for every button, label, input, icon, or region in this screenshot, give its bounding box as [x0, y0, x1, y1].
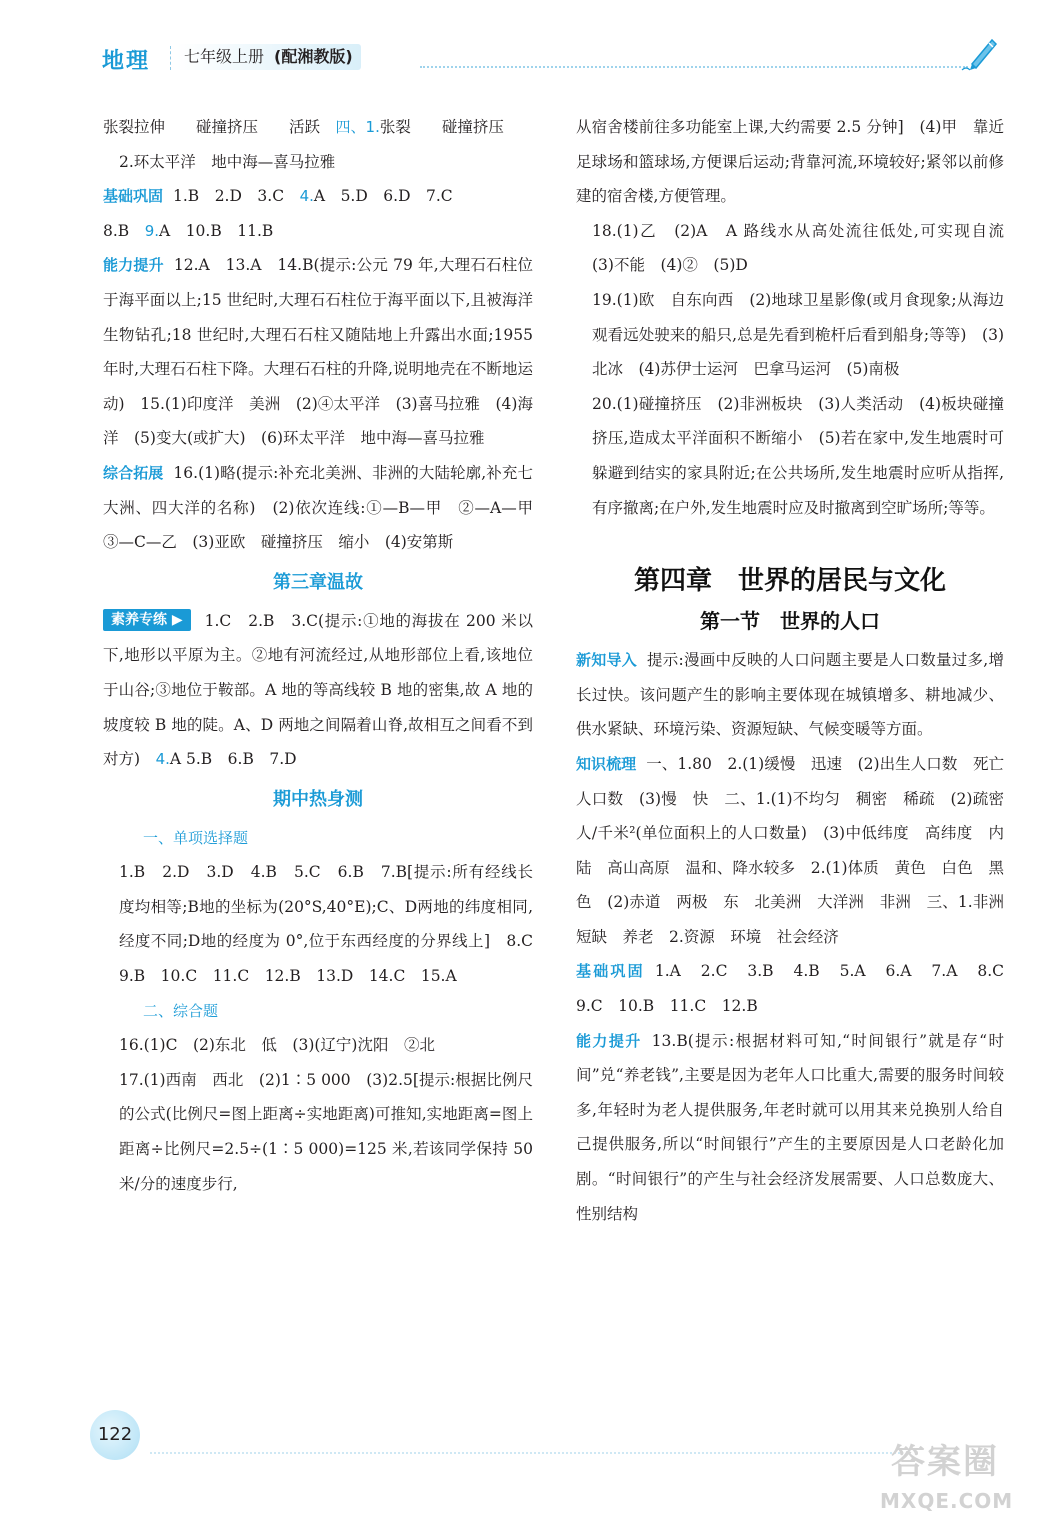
left-column [103, 110, 549, 1201]
watermark-url: MXQE.COM [880, 1489, 1014, 1513]
nengli-label: 能力提升 [576, 1031, 642, 1050]
section-number: 四、1. [335, 118, 380, 136]
grade-label: 七年级上册 [184, 47, 265, 66]
watermark-text: 答案圈 [891, 1442, 999, 1482]
answer-text: A 5.B 6.B 7.D [169, 750, 297, 769]
question-20: 20.(1)碰撞挤压 (2)非洲板块 (3)人类活动 (4)板块碰撞挤压,造成太平洋面积不断缩小 (5)若在家中,发生地震时可躲避到结实的家具附近;在公共场所,发生地震时应听从指挥,有序撤离;在户外,发生地震时应及时撤离到空旷场所;等等。 [592, 394, 1004, 517]
question-17: 17.(1)西南 西北 (2)1∶5 000 (3)2.5[提示:根据比例尺的公式(比例尺=图上距离÷实地距离)可推知,实地距离=图上距离÷比例尺=2.5÷(1∶5 000)=125 米,若该同学保持 50 米/分的速度步行, [119, 1070, 533, 1193]
answer-text: A 10.B 11.B [159, 221, 274, 240]
zonghe-block [103, 456, 549, 560]
subject-title: 地理 [102, 49, 151, 74]
suyang-block [103, 604, 533, 777]
page-number: 122 [90, 1410, 140, 1460]
footer-dotted-line [150, 1452, 900, 1454]
answer-text: A 5.D 6.D 7.C [313, 187, 453, 206]
answer-text: 12.A 13.A 14.B(提示:公元 79 年,大理石石柱位于海平面以上;15 世纪时,大理石石柱位于海平面以下,且被海洋生物钻孔;18 世纪时,大理石石柱又随陆地上升露出水面;1955 年时,大理石石柱下降。大理石石柱的升降,说明地壳在不断地运动) 15.(1)印度洋 美洲 (2)④太平洋 (3)喜马拉雅 (4)海洋 (5)变大(或扩大) (6)环太平洋 地中海—喜马拉雅 [103, 256, 533, 448]
nengli-block [576, 1024, 1004, 1232]
grade-box [176, 44, 361, 70]
midterm-title: 期中热身测 [273, 788, 363, 810]
suyang-badge: 素养专练 ▶ [103, 609, 191, 631]
question-16: 16.(1)C (2)东北 低 (3)(辽宁)沈阳 ②北 [119, 1036, 435, 1055]
nengli-block [103, 248, 533, 456]
chapter3-review-title: 第三章温故 [273, 571, 363, 593]
zhishi-block [576, 747, 1020, 955]
right-column [576, 110, 1020, 1231]
answer-text: 13.B(提示:根据材料可知,“时间银行”就是存“时间”兑“养老钱”,主要是因为老年人口比重大,需要的服务时间较多,年轻时为老人提供服务,年老时就可以用其来兑换别人给自己提供服务,所以“时间银行”产生的主要原因是人口老龄化加剧。“时间银行”的产生与社会经济发展需要、人口总数庞大、性别结构 [576, 1031, 1004, 1223]
answer-number: 4. [299, 187, 314, 206]
answer-number: 9. [144, 221, 159, 240]
watermark-logo [880, 1438, 1014, 1528]
zonghe-label: 综合拓展 [103, 463, 164, 482]
comprehensive-heading: 二、综合题 [143, 1001, 219, 1020]
jichu-block [576, 954, 1020, 1023]
header-divider [170, 46, 172, 70]
pen-icon [958, 30, 1002, 74]
zhishi-label: 知识梳理 [576, 754, 637, 773]
answer-number: 4. [155, 750, 170, 769]
section-title: 第一节 世界的人口 [700, 609, 880, 634]
multiple-choice-answers: 1.B 2.D 3.D 4.B 5.C 6.B 7.B[提示:所有经线长度均相等;B地的坐标为(20°S,40°E);C、D两地的纬度相同,经度不同;D地的经度为 0°,位于东西经度的分界线上] 8.C 9.B 10.C 11.C 12.B 13.D 14.C 15.A [119, 863, 549, 986]
answer-text: 1.A 2.C 3.B 4.B 5.A 6.A 7.A 8.C 9.C 10.B 11.C 12.B [576, 962, 1020, 1016]
answer-text: 8.B [103, 221, 145, 240]
answer-text: 提示:漫画中反映的人口问题主要是人口数量过多,增长过快。该问题产生的影响主要体现在城镇增多、耕地减少、供水紧缺、环境污染、资源短缺、气候变暖等方面。 [576, 651, 1004, 739]
chapter-title: 第四章 世界的居民与文化 [633, 566, 946, 597]
answer-text: 1.C 2.B 3.C(提示:①地的海拔在 200 米以下,地形以平原为主。②地有河流经过,从地形部位上看,该地位于山谷;③地位于鞍部。A 地的等高线较 B 地的密集,故 A 地的坡度较 B 地的陡。A、D 两地之间隔着山脊,故相互之间看不到对方) [103, 611, 533, 769]
question-19: 19.(1)欧 自东向西 (2)地球卫星影像(或月食现象;从海边观看远处驶来的船只,总是先看到桅杆后看到船身;等等) (3)北冰 (4)苏伊士运河 巴拿马运河 (5)南极 [592, 290, 1004, 379]
question-18: 18.(1)乙 (2)A A 路线水从高处流往低处,可实现自流 (3)不能 (4)② (5)D [592, 221, 1020, 275]
header-dotted-line [420, 66, 968, 68]
nengli-label: 能力提升 [103, 256, 164, 275]
answer-text: 张裂拉伸 碰撞挤压 活跃 [103, 118, 321, 136]
xinzhi-label: 新知导入 [576, 651, 638, 670]
edition-label: (配湘教版) [274, 47, 353, 66]
answer-line: 2.环太平洋 地中海—喜马拉雅 [119, 152, 336, 171]
xinzhi-block [576, 643, 1004, 747]
answer-text: 一、1.80 2.(1)缓慢 迅速 (2)出生人口数 死亡人口数 (3)慢 快 二、1.(1)不均匀 稠密 稀疏 (2)疏密 人/千米²(单位面积上的人口数量) (3)中低纬度 高纬度 内陆 高山高原 温和、降水较多 2.(1)体质 黄色 白色 黑色 (2)赤道 两极 东 北美洲 大洋洲 非洲 三、1.非洲 短缺 养老 2.资源 环境 社会经济 [576, 754, 1020, 946]
jichu-block [103, 179, 533, 248]
answer-text: 1.B 2.D 3.C [173, 187, 300, 206]
answer-continued: 从宿舍楼前往多功能室上课,大约需要 2.5 分钟] (4)甲 靠近足球场和篮球场,方便课后运动;背靠河流,环境较好;紧邻以前修建的宿舍楼,方便管理。 [576, 118, 1004, 206]
answer-text: 张裂 碰撞挤压 [379, 118, 504, 136]
answer-line [103, 110, 533, 145]
multiple-choice-heading: 一、单项选择题 [143, 828, 249, 847]
jichu-label: 基础巩固 [576, 962, 645, 981]
jichu-label: 基础巩固 [103, 187, 164, 206]
answer-text: 16.(1)略(提示:补充北美洲、非洲的大陆轮廓,补充七大洲、四大洋的名称) (2)依次连线:①—B—甲 ②—A—甲 ③—C—乙 (3)亚欧 碰撞挤压 缩小 (4)安第斯 [103, 463, 549, 552]
